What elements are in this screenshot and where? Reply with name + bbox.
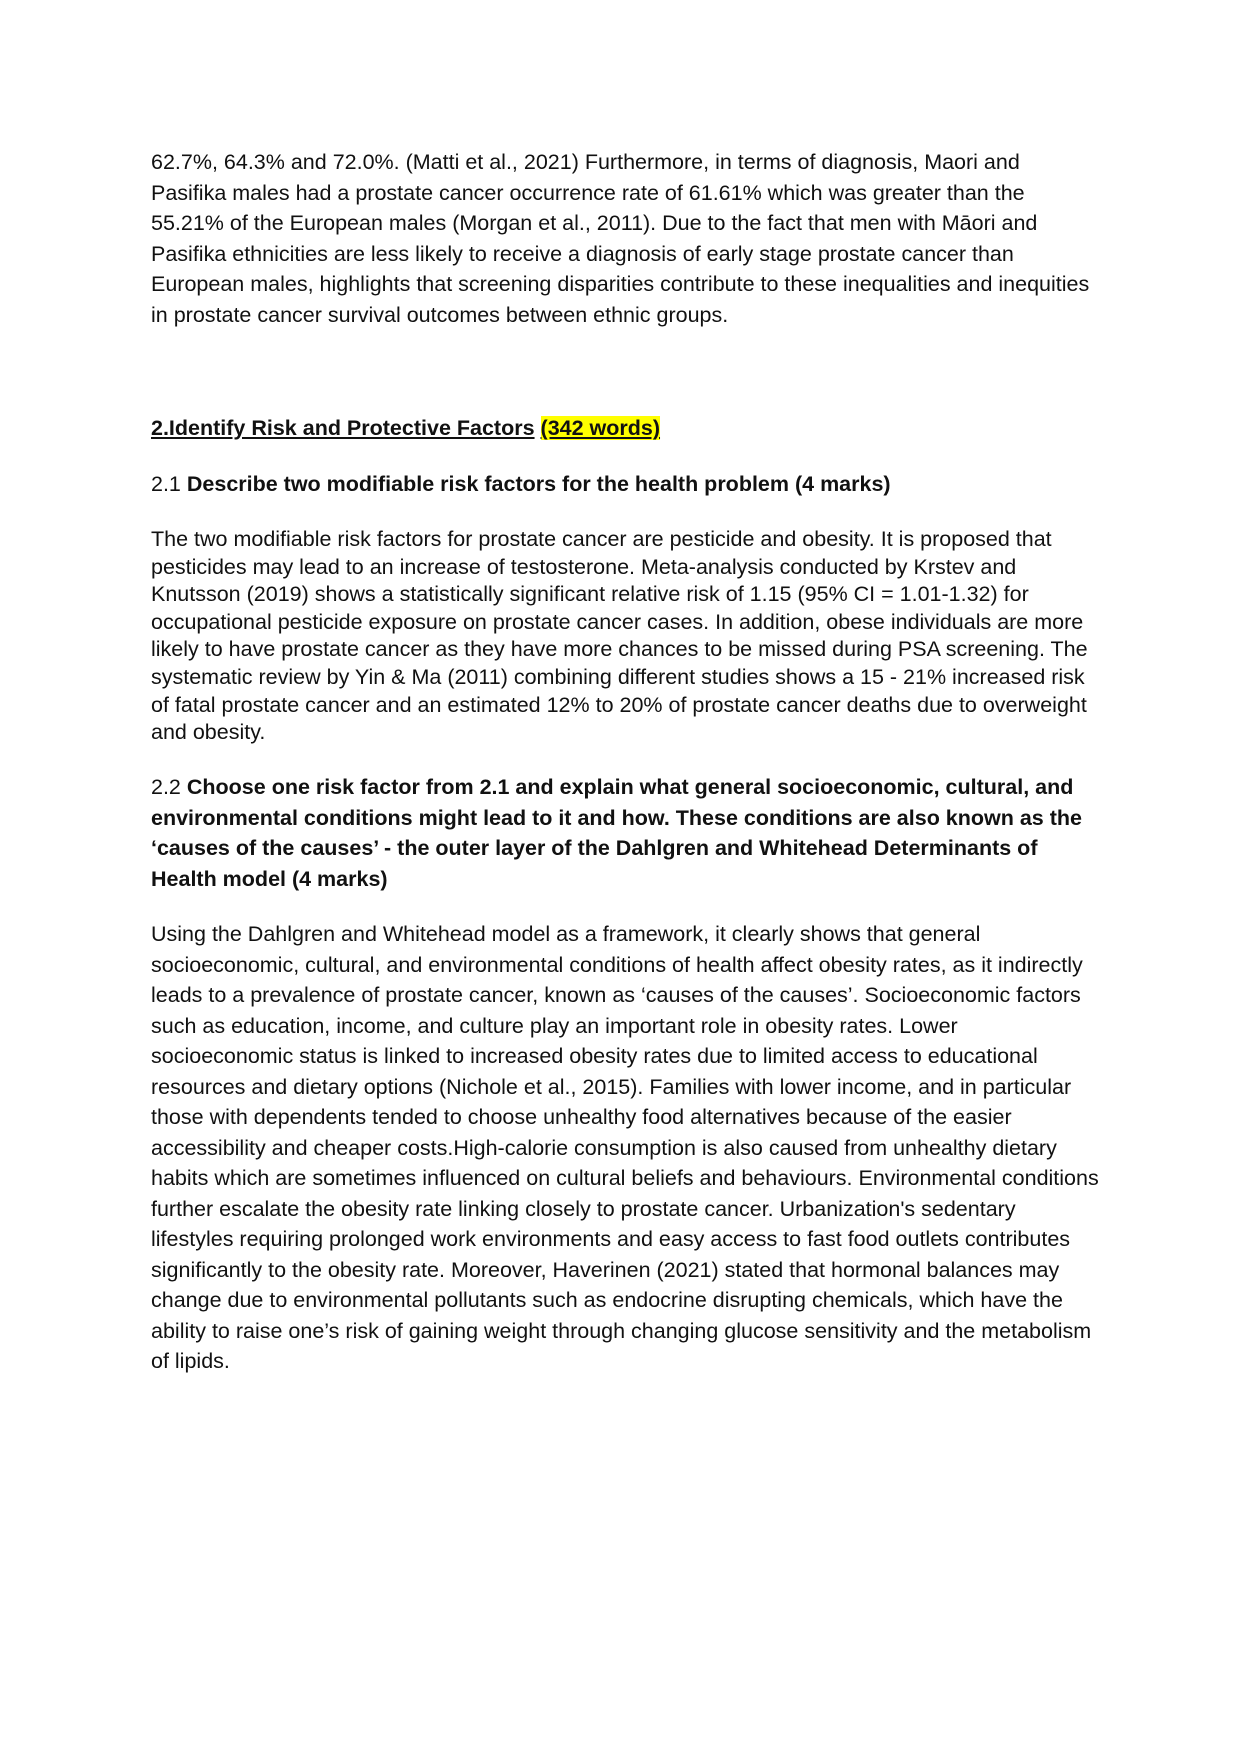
- intro-paragraph: 62.7%, 64.3% and 72.0%. (Matti et al., 2021) Furthermore, in terms of diagnosis, Maori and Pasifika males had a prostate cancer occurrence rate of 61.61% which was greater than the 55.21% of the European males (Morgan et al., 2011). Due to the fact that men with Māori and Pasifika ethnicities are less likely to receive a diagnosis of early stage prostate cancer than European males, highlights that screening disparities contribute to these inequalities and inequities in prostate cancer survival outcomes between ethnic groups.: [151, 150, 1090, 327]
- question-number: 2.1: [151, 472, 181, 496]
- question-prompt: Describe two modifiable risk factors for the health problem (4 marks): [186, 472, 891, 496]
- section-heading: [151, 413, 660, 443]
- word-count-highlight: (342 words): [540, 416, 661, 440]
- question-2-2: [151, 772, 1101, 894]
- question-number: 2.2: [151, 775, 181, 799]
- answer-2-2: Using the Dahlgren and Whitehead model as a framework, it clearly shows that general socioeconomic, cultural, and environmental conditions of health affect obesity rates, as it indirectly leads to a prevalence of prostate cancer, known as ‘causes of the causes’. Socioeconomic factors such as education, income, and culture play an important role in obesity rates. Lower socioeconomic status is linked to increased obesity rates due to limited access to educational resources and dietary options (Nichole et al., 2015). Families with lower income, and in particular those with dependents tended to choose unhealthy food alternatives because of the easier accessibility and cheaper costs.High-calorie consumption is also caused from unhealthy dietary habits which are sometimes influenced on cultural beliefs and behaviours. Environmental conditions further escalate the obesity rate linking closely to prostate cancer. Urbanization's sedentary lifestyles requiring prolonged work environments and easy access to fast food outlets contributes significantly to the obesity rate. Moreover, Haverinen (2021) stated that hormonal balances may change due to environmental pollutants such as endocrine disrupting chemicals, which have the ability to raise one’s risk of gaining weight through changing glucose sensitivity and the metabolism of lipids.: [151, 922, 1099, 1373]
- answer-2-1: The two modifiable risk factors for prostate cancer are pesticide and obesity. It is proposed that pesticides may lead to an increase of testosterone. Meta-analysis conducted by Krstev and Knutsson (2019) shows a statistically significant relative risk of 1.15 (95% CI = 1.01-1.32) for occupational pesticide exposure on prostate cancer cases. In addition, obese individuals are more likely to have prostate cancer as they have more chances to be missed during PSA screening. The systematic review by Yin & Ma (2011) combining different studies shows a 15 - 21% increased risk of fatal prostate cancer and an estimated 12% to 20% of prostate cancer deaths due to overweight and obesity.: [151, 527, 1088, 745]
- question-prompt: Choose one risk factor from 2.1 and explain what general socioeconomic, cultural, and environmental conditions might lead to it and how. These conditions are also known as the ‘causes of the causes’ - the outer layer of the Dahlgren and Whitehead Determinants of Health model (4 marks): [151, 775, 1082, 891]
- section-title: 2.Identify Risk and Protective Factors: [151, 416, 535, 440]
- question-2-1: [151, 469, 1101, 500]
